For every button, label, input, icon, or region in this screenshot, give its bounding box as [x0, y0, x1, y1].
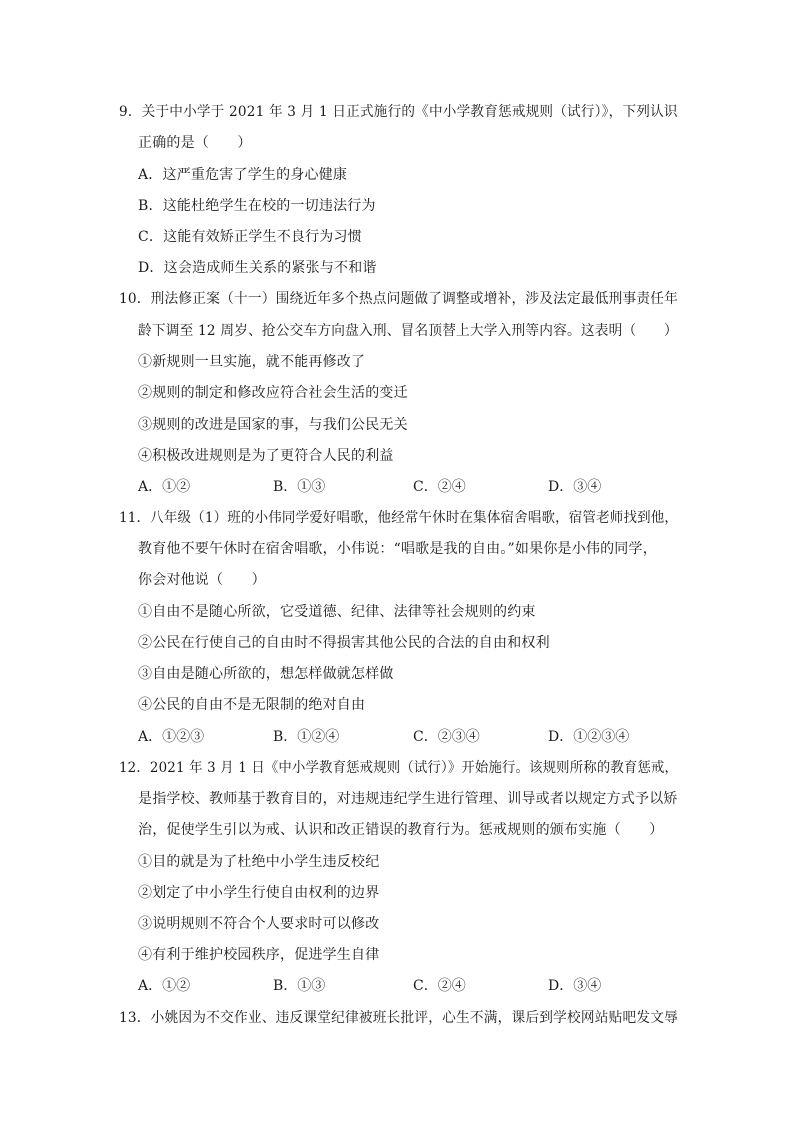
- q11-statement-4: ④公民的自由不是无限制的绝对自由: [138, 697, 366, 713]
- q10-stem-line-1: 10．刑法修正案（十一）围绕近年多个热点问题做了调整或增补，涉及法定最低刑事责任年: [119, 291, 679, 307]
- q11-stem-line-1: 11．八年级（1）班的小伟同学爱好唱歌，他经常午休时在集体宿舍唱歌，宿管老师找到他，: [119, 510, 679, 526]
- q11-statement-1: ①自由不是随心所欲，它受道德、纪律、法律等社会规则的约束: [138, 604, 536, 620]
- q11-stem-line-2: 教育他不要午休时在宿舍唱歌，小伟说：“唱歌是我的自由。”如果你是小伟的同学，: [138, 541, 657, 557]
- q12-statement-1: ①目的就是为了杜绝中小学生违反校纪: [138, 854, 380, 870]
- q11-choice-c: C．②③④: [413, 729, 480, 745]
- q12-stem-line-1: 12．2021 年 3 月 1 日《中小学教育惩戒规则（试行）》开始施行。该规则所称的教育惩戒，: [119, 760, 679, 776]
- q9-option-c: C．这能有效矫正学生不良行为习惯: [138, 229, 362, 245]
- q12-choice-b: B．①③: [273, 978, 326, 994]
- q9-option-b: B．这能杜绝学生在校的一切违法行为: [138, 198, 376, 214]
- q10-statement-1: ①新规则一旦实施，就不能再修改了: [138, 354, 366, 370]
- q10-choice-c: C．②④: [413, 479, 466, 495]
- q11-choice-b: B．①②④: [273, 729, 340, 745]
- q10-choice-b: B．①③: [273, 479, 326, 495]
- q10-statement-3: ③规则的改进是国家的事，与我们公民无关: [138, 417, 408, 433]
- q9-stem-line-2: 正确的是（ ）: [138, 135, 252, 151]
- q10-statement-2: ②规则的制定和修改应符合社会生活的变迁: [138, 385, 408, 401]
- q12-stem-line-3: 治，促使学生引以为戒、认识和改正错误的教育行为。惩戒规则的颁布实施（ ）: [138, 822, 664, 838]
- q10-statement-4: ④积极改进规则是为了更符合人民的利益: [138, 448, 394, 464]
- q10-stem-line-2: 龄下调至 12 周岁、抢公交车方向盘入刑、冒名顶替上大学入刑等内容。这表明（ ）: [138, 323, 678, 339]
- q11-choice-d: D．①②③④: [548, 729, 630, 745]
- q12-choice-a: A．①②: [138, 978, 191, 994]
- q12-statement-4: ④有利于维护校园秩序，促进学生自律: [138, 947, 380, 963]
- q11-statement-3: ③自由是随心所欲的，想怎样做就怎样做: [138, 666, 394, 682]
- q10-choice-a: A．①②: [138, 479, 191, 495]
- q10-choice-d: D．③④: [548, 479, 602, 495]
- q12-choice-d: D．③④: [548, 978, 602, 994]
- q12-choices: [138, 977, 678, 995]
- q12-stem-line-2: 是指学校、教师基于教育目的，对违规违纪学生进行管理、训导或者以规定方式予以矫: [138, 791, 678, 807]
- q11-choices: [138, 728, 678, 746]
- q12-statement-3: ③说明规则不符合个人要求时可以修改: [138, 916, 380, 932]
- q11-statement-2: ②公民在行使自己的自由时不得损害其他公民的合法的自由和权利: [138, 635, 550, 651]
- q9-option-a: A．这严重危害了学生的身心健康: [138, 167, 348, 183]
- q11-stem-line-3: 你会对他说（ ）: [138, 572, 266, 588]
- q11-choice-a: A．①②③: [138, 729, 205, 745]
- q9-option-d: D．这会造成师生关系的紧张与不和谐: [138, 260, 377, 276]
- q13-stem-line-1: 13．小姚因为不交作业、违反课堂纪律被班长批评，心生不满，课后到学校网站贴吧发文辱: [119, 1010, 679, 1026]
- q12-choice-c: C．②④: [413, 978, 466, 994]
- q10-choices: [138, 478, 678, 496]
- q9-stem-line-1: 9．关于中小学于 2021 年 3 月 1 日正式施行的《中小学教育惩戒规则（试行）》，下列认识: [119, 104, 678, 120]
- q12-statement-2: ②划定了中小学生行使自由权利的边界: [138, 885, 380, 901]
